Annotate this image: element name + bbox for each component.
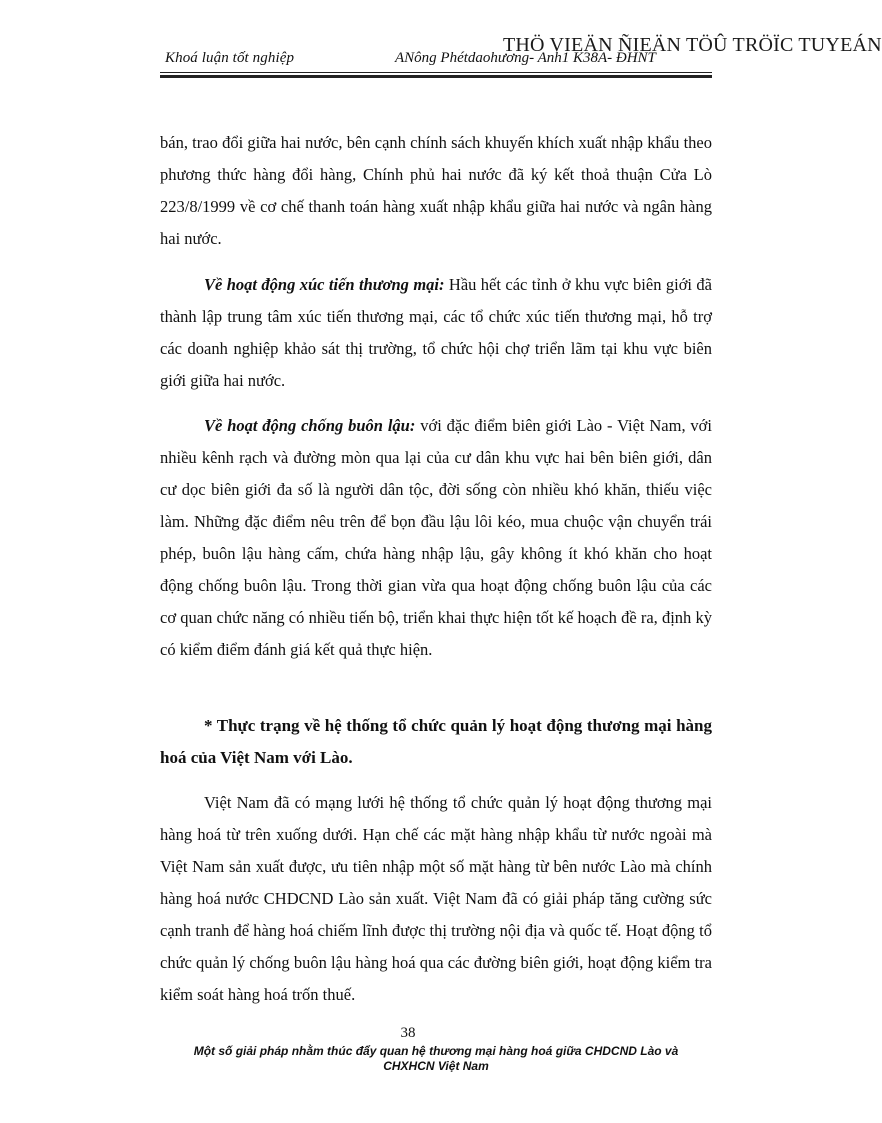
paragraph-management-system: Việt Nam đã có mạng lưới hệ thống tổ chức quản lý hoạt động thương mại hàng hoá từ trên xuống dưới. Hạn chế các mặt hàng nhập khẩu từ nước ngoài mà Việt Nam sản xuất được, ưu tiên nhập một số mặt hàng từ bên nước Lào mà chính hàng hoá nước CHDCND Lào sản xuất. Việt Nam đã có giải pháp tăng cường sức cạnh tranh để hàng hoá chiếm lĩnh được thị trường nội địa và quốc tế. Hoạt động tổ chức quản lý chống buôn lậu hàng hoá qua các đường biên giới, hoạt động kiểm tra kiểm soát hàng hoá trốn thuế. <box>160 793 712 1004</box>
paragraph-payment-agreement: bán, trao đổi giữa hai nước, bên cạnh chính sách khuyến khích xuất nhập khẩu theo phương thức hàng đổi hàng, Chính phủ hai nước đã ký kết thoả thuận Cửa Lò 223/8/1999 về cơ chế thanh toán hàng xuất nhập khẩu giữa hai nước và ngân hàng hai nước. <box>160 133 712 248</box>
paragraph-text-anti-smuggling: với đặc điểm biên giới Lào - Việt Nam, với nhiều kênh rạch và đường mòn qua lại của cư dân khu vực hai bên biên giới, dân cư dọc biên giới đa số là người dân tộc, đời sống còn nhiều khó khăn, thiếu việc làm. Những đặc điểm nêu trên để bọn đầu lậu lôi kéo, mua chuộc vận chuyển trái phép, buôn lậu hàng cấm, chứa hàng nhập lậu, gây không ít khó khăn cho hoạt động chống buôn lậu. Trong thời gian vừa qua hoạt động chống buôn lậu của các cơ quan chức năng có nhiều tiến bộ, triển khai thực hiện tốt kế hoạch đề ra, định kỳ có kiểm điểm đánh giá kết quả thực hiện. <box>160 416 712 659</box>
paragraph-anti-smuggling <box>160 410 712 666</box>
section-heading: * Thực trạng về hệ thống tổ chức quản lý hoạt động thương mại hàng hoá của Việt Nam với Lào. <box>160 716 712 767</box>
header-thesis-label: Khoá luận tốt nghiệp <box>165 50 295 66</box>
paragraph-trade-promotion <box>160 269 712 397</box>
paragraph-text-trade-promotion: Hầu hết các tỉnh ở khu vực biên giới đã thành lập trung tâm xúc tiến thương mại, các tổ chức xúc tiến thương mại, hỗ trợ các doanh nghiệp khảo sát thị trường, tổ chức hội chợ triển lãm tại khu vực biên giới giữa hai nước. <box>160 275 713 390</box>
header-rule-thin <box>160 72 712 73</box>
paragraph-lead-anti-smuggling: Về hoạt động chống buôn lậu: <box>204 416 416 435</box>
footer-line-2: CHXHCN Việt Nam <box>383 1059 489 1073</box>
footer-line-1: Một số giải pháp nhằm thúc đẩy quan hệ thương mại hàng hoá giữa CHDCND Lào và <box>193 1044 679 1058</box>
footer-thesis-title <box>160 1044 712 1074</box>
header-rule-thick <box>160 75 712 78</box>
page-number: 38 <box>400 1025 416 1041</box>
header-library-watermark: THÖ VIEÄN ÑIEÄN TÖÛ TRÖÏC TUYEÁN <box>503 34 882 56</box>
header-author: ANông Phétdaohương- Anh1 K38A- ĐHNT <box>395 50 656 66</box>
paragraph-lead-trade-promotion: Về hoạt động xúc tiến thương mại: <box>204 275 445 294</box>
